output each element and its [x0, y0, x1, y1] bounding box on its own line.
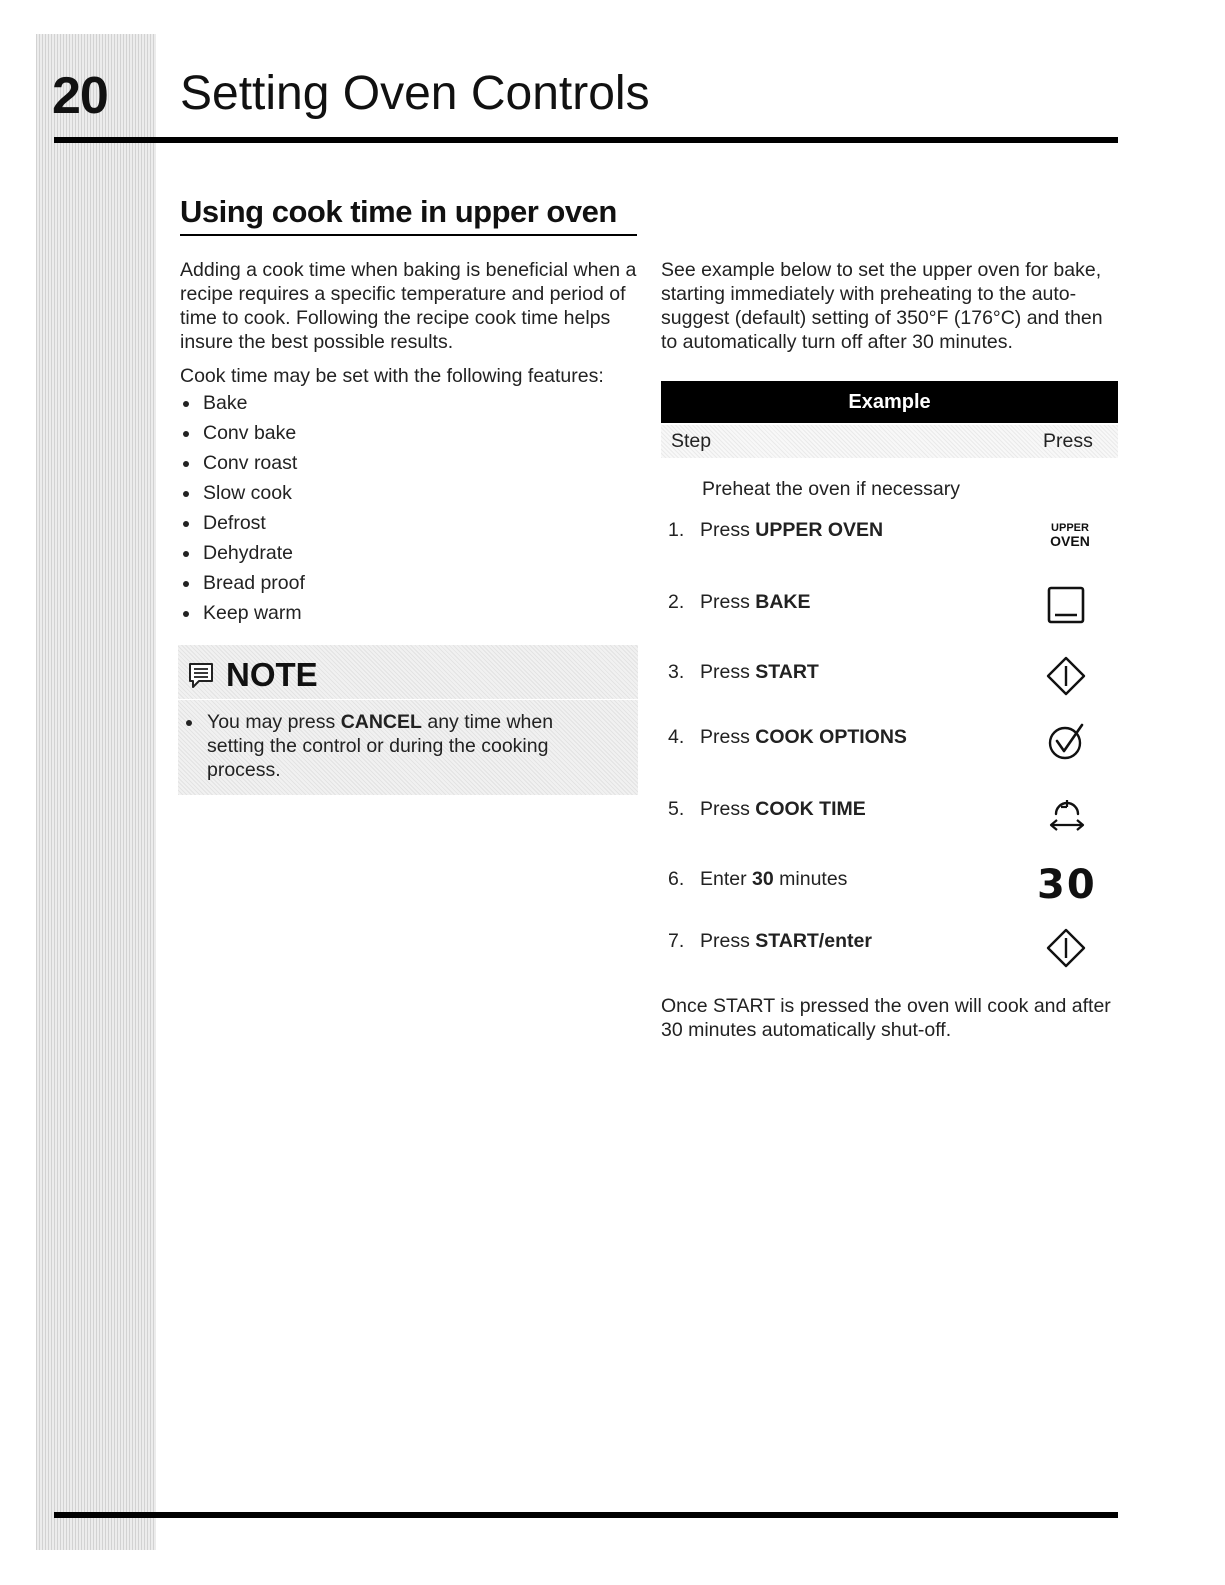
- preheat-text: Preheat the oven if necessary: [702, 478, 960, 500]
- step-row: [668, 661, 819, 684]
- column-step-label: Step: [671, 430, 712, 452]
- start-icon: [1045, 655, 1087, 697]
- upper-oven-label-top: UPPER: [1051, 522, 1089, 534]
- step-row: [668, 726, 907, 749]
- step-key: BAKE: [755, 591, 811, 613]
- note-text-part: any time when setting the control or during the cooking process.: [207, 711, 554, 781]
- top-divider: [54, 137, 1118, 143]
- step-prefix: Enter: [700, 868, 753, 890]
- note-header: [186, 653, 318, 697]
- note-text-part: You may press: [207, 711, 341, 733]
- list-item: Bake: [180, 388, 640, 418]
- intro-paragraph: Adding a cook time when baking is beneficial when a recipe requires a specific temperature and period of time to cook. Following the recipe cook time helps insure the best possible results.: [180, 259, 637, 353]
- step-prefix: Press: [700, 930, 756, 952]
- list-item: Bread proof: [180, 568, 640, 598]
- bullet-icon: [186, 720, 192, 726]
- step-number: 2.: [668, 591, 685, 613]
- step-prefix: Press: [700, 661, 756, 683]
- note-divider: [178, 699, 638, 700]
- closing-paragraph: Once START is pressed the oven will cook and after 30 minutes automatically shut-off.: [661, 995, 1111, 1041]
- step-row: [668, 930, 872, 953]
- page-number: 20: [52, 67, 108, 125]
- step-number: 4.: [668, 726, 685, 748]
- step-number: 1.: [668, 519, 685, 541]
- step-number: 6.: [668, 868, 685, 890]
- start-icon: [1045, 927, 1087, 969]
- list-item: Dehydrate: [180, 538, 640, 568]
- step-number: 5.: [668, 798, 685, 820]
- column-press-label: Press: [1043, 430, 1093, 452]
- step-row: [668, 868, 847, 891]
- right-intro-paragraph: See example below to set the upper oven for bake, starting immediately with preheating to the auto-suggest (default) setting of 350°F (176°C) and then to automatically turn off after 30 minutes.: [661, 259, 1103, 353]
- list-item: Conv roast: [180, 448, 640, 478]
- list-item: Slow cook: [180, 478, 640, 508]
- step-prefix: Press: [700, 798, 756, 820]
- left-column: [180, 258, 640, 628]
- note-text: [207, 710, 606, 782]
- note-text-bold: CANCEL: [340, 711, 422, 733]
- list-item: Conv bake: [180, 418, 640, 448]
- step-key: COOK TIME: [755, 798, 866, 820]
- step-number: 7.: [668, 930, 685, 952]
- note-title: NOTE: [226, 656, 318, 693]
- step-prefix: Press: [700, 726, 756, 748]
- step-key: START/enter: [755, 930, 872, 952]
- note-body: [186, 710, 606, 782]
- cook-options-icon: [1046, 720, 1088, 762]
- example-header: Example: [661, 381, 1118, 423]
- step-prefix: Press: [700, 591, 756, 613]
- number-display: 30: [1037, 862, 1097, 908]
- step-key: UPPER OVEN: [755, 519, 884, 541]
- step-row: [668, 798, 866, 821]
- step-key: COOK OPTIONS: [755, 726, 907, 748]
- page-title: Setting Oven Controls: [180, 67, 650, 120]
- step-key: 30: [752, 868, 774, 890]
- list-item: Keep warm: [180, 598, 640, 628]
- step-prefix: Press: [700, 519, 756, 541]
- sidebar-strip: [36, 34, 156, 1550]
- step-number: 3.: [668, 661, 685, 683]
- step-row: [668, 519, 883, 542]
- section-title: Using cook time in upper oven: [180, 194, 617, 229]
- cook-time-icon: [1047, 792, 1087, 838]
- bake-icon: [1046, 585, 1086, 625]
- note-box: [178, 645, 638, 795]
- section-underline: [180, 234, 637, 236]
- upper-oven-label-bottom: OVEN: [1050, 533, 1090, 549]
- list-item: Defrost: [180, 508, 640, 538]
- bottom-divider: [54, 1512, 1118, 1518]
- features-intro: Cook time may be set with the following features:: [180, 365, 604, 387]
- step-row: [668, 591, 811, 614]
- step-suffix: minutes: [773, 868, 848, 890]
- step-key: START: [755, 661, 819, 683]
- upper-oven-button-label: [1040, 522, 1100, 548]
- note-icon: [186, 660, 216, 690]
- feature-list: [180, 388, 640, 628]
